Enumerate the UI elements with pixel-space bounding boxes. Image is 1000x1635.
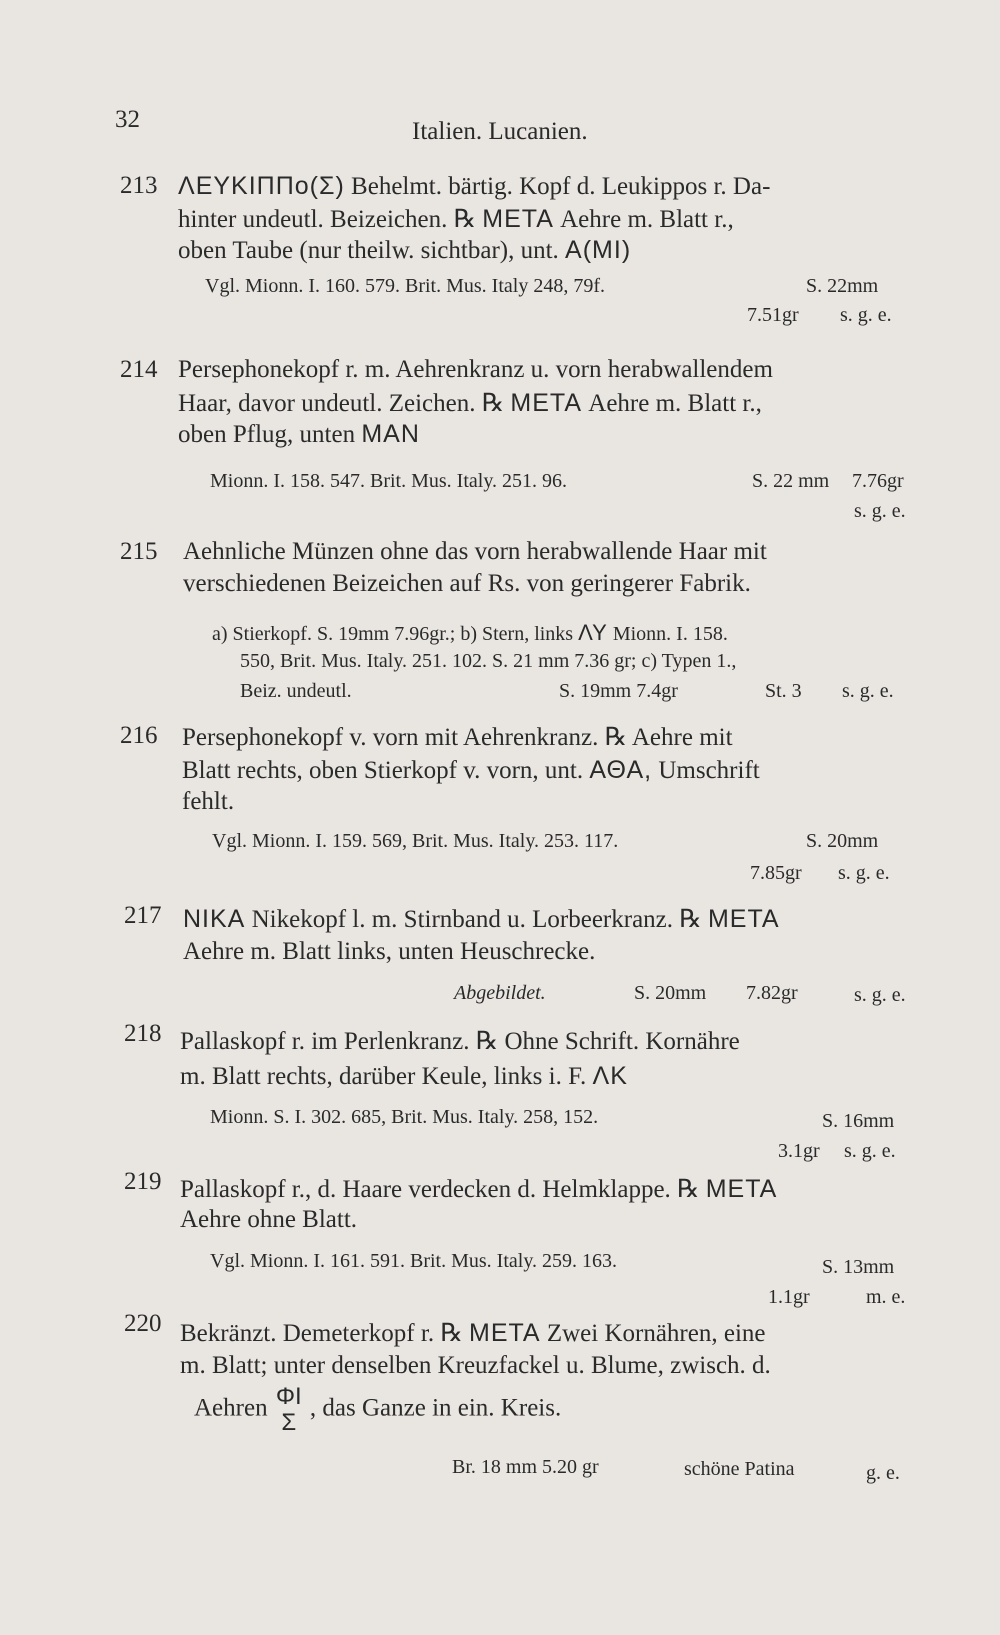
entry-line xyxy=(194,1384,561,1436)
coin-size: S. 13mm xyxy=(822,1256,895,1278)
entry-line: m. Blatt; unter denselben Kreuzfackel u. Blume, zwisch. d. xyxy=(180,1352,771,1379)
description-text: Bekränzt. Demeterkopf r. xyxy=(180,1320,435,1347)
greek-legend: Α(ΜΙ) xyxy=(565,236,632,264)
entry-number: 216 xyxy=(120,722,158,749)
entry-number: 215 xyxy=(120,538,158,565)
running-title: Italien. Lucanien. xyxy=(412,118,588,145)
reference: Vgl. Mionn. I. 159. 569, Brit. Mus. Italy. 253. 117. xyxy=(212,830,619,852)
description-text: Umschrift xyxy=(658,757,760,784)
entry-line xyxy=(178,420,420,449)
greek-legend: ΛΚ xyxy=(592,1062,628,1090)
coin-weight: 7.82gr xyxy=(746,982,798,1004)
greek-legend: ΛΕΥΚΙΠΠo(Σ) xyxy=(178,172,345,200)
reference: Vgl. Mionn. I. 160. 579. Brit. Mus. Italy 248, 79f. xyxy=(205,275,605,297)
reverse-symbol: ℞ xyxy=(604,722,627,751)
greek-legend: ΦΙ xyxy=(275,1383,302,1410)
description-text: Ohne Schrift. Kornähre xyxy=(504,1028,740,1055)
reference: Mionn. S. I. 302. 685, Brit. Mus. Italy. 258, 152. xyxy=(210,1106,599,1128)
reverse-symbol: ℞ xyxy=(475,1026,499,1055)
coin-weight: 7.51gr xyxy=(747,304,799,326)
greek-legend: ΜΑΝ xyxy=(361,420,420,448)
description-text: Zwei Kornähren, eine xyxy=(546,1320,766,1347)
grade: s. g. e. xyxy=(838,862,890,884)
coin-weight: 3.1gr xyxy=(778,1140,820,1162)
monogram-stack xyxy=(276,1384,302,1436)
variant-line: 550, Brit. Mus. Italy. 251. 102. S. 21 mm 7.36 gr; c) Typen 1., xyxy=(240,650,737,672)
entry-line: verschiedenen Beizeichen auf Rs. von geringerer Fabrik. xyxy=(183,570,751,597)
reverse-symbol: ℞ xyxy=(453,204,477,233)
description-text: Pallaskopf r., d. Haare verdecken d. Helmklappe. xyxy=(180,1176,671,1203)
reference: Vgl. Mionn. I. 161. 591. Brit. Mus. Italy. 259. 163. xyxy=(210,1250,618,1272)
illustrated-note: Abgebildet. xyxy=(454,982,546,1004)
description-text: Behelmt. bärtig. Kopf d. Leukippos r. Da- xyxy=(351,173,771,200)
variant-line: Beiz. undeutl. xyxy=(240,680,352,702)
reverse-symbol: ℞ xyxy=(679,904,702,933)
coin-weight: 1.1gr xyxy=(768,1286,810,1308)
greek-legend: ΜΕΤΑ xyxy=(482,205,554,233)
description-text: hinter undeutl. Beizeichen. xyxy=(178,206,448,233)
page-number: 32 xyxy=(115,106,140,133)
description-text: Aehren xyxy=(194,1394,268,1422)
coin-size: S. 20mm xyxy=(634,982,707,1004)
description-text: Mionn. I. 158. xyxy=(612,623,728,645)
description-text: , das Ganze in ein. Kreis. xyxy=(309,1394,562,1422)
patina-note: schöne Patina xyxy=(684,1458,795,1480)
coin-weight: 7.85gr xyxy=(750,862,802,884)
description-text: Aehre mit xyxy=(631,724,733,751)
entry-line xyxy=(178,172,770,201)
description-text: Aehre m. Blatt r., xyxy=(560,206,734,233)
entry-line: Persephonekopf r. m. Aehrenkranz u. vorn herabwallendem xyxy=(178,356,773,383)
variant-line xyxy=(212,620,728,646)
entry-line xyxy=(180,1062,628,1091)
description-text: Pallaskopf r. im Perlenkranz. xyxy=(180,1028,470,1055)
entry-number: 219 xyxy=(124,1168,162,1195)
greek-legend: ΜΕΤΑ xyxy=(705,1175,778,1203)
coin-size-weight: S. 19mm 7.4gr xyxy=(559,680,678,702)
grade: s. g. e. xyxy=(840,304,892,326)
entry-line: Aehnliche Münzen ohne das vorn herabwallende Haar mit xyxy=(183,538,767,565)
coin-weight: 7.76gr xyxy=(852,470,904,492)
entry-line xyxy=(182,722,733,752)
greek-legend: ΛΥ xyxy=(578,620,608,645)
description-text: a) Stierkopf. S. 19mm 7.96gr.; b) Stern, links xyxy=(212,623,574,645)
description-text: Nikekopf l. m. Stirnband u. Lorbeerkranz. xyxy=(251,906,674,933)
entry-line xyxy=(178,236,631,265)
entry-line xyxy=(180,1174,777,1204)
coin-size: S. 22mm xyxy=(806,275,879,297)
coin-size: S. 16mm xyxy=(822,1110,895,1132)
greek-legend: ΜΕΤΑ xyxy=(707,905,780,933)
description-text: Haar, davor undeutl. Zeichen. xyxy=(178,390,476,417)
greek-legend: Σ xyxy=(281,1409,297,1436)
description-text: Aehre m. Blatt r., xyxy=(588,390,762,417)
reverse-symbol: ℞ xyxy=(677,1174,700,1203)
description-text: Blatt rechts, oben Stierkopf v. vorn, unt. xyxy=(182,757,584,784)
entry-number: 218 xyxy=(124,1020,162,1047)
grade: s. g. e. xyxy=(842,680,894,702)
coin-size: S. 20mm xyxy=(806,830,879,852)
description-text: oben Taube (nur theilw. sichtbar), unt. xyxy=(178,237,559,264)
entry-line xyxy=(180,1318,766,1348)
grade: g. e. xyxy=(866,1462,900,1484)
grade: m. e. xyxy=(866,1286,906,1308)
description-text: oben Pflug, unten xyxy=(178,421,356,448)
greek-legend: ΑΘΑ, xyxy=(589,756,653,784)
grade: s. g. e. xyxy=(844,1140,896,1162)
reference: Mionn. I. 158. 547. Brit. Mus. Italy. 251. 96. xyxy=(210,470,568,492)
coin-size-weight: Br. 18 mm 5.20 gr xyxy=(452,1456,599,1478)
greek-legend: ΝΙΚΑ xyxy=(183,905,246,933)
coin-size: S. 22 mm xyxy=(752,470,830,492)
description-text: m. Blatt rechts, darüber Keule, links i. F. xyxy=(180,1063,587,1090)
reverse-symbol: ℞ xyxy=(481,388,505,417)
entry-line xyxy=(178,388,762,418)
grade: s. g. e. xyxy=(854,984,906,1006)
entry-line xyxy=(183,904,780,934)
entry-number: 214 xyxy=(120,356,158,383)
entry-line: fehlt. xyxy=(182,788,235,815)
entry-line xyxy=(178,204,734,234)
greek-legend: ΜΕΤΑ xyxy=(469,1319,541,1347)
entry-number: 220 xyxy=(124,1310,162,1337)
stamp-count: St. 3 xyxy=(765,680,802,702)
entry-line xyxy=(180,1026,740,1056)
grade: s. g. e. xyxy=(854,500,906,522)
entry-line: Aehre m. Blatt links, unten Heuschrecke. xyxy=(183,938,596,965)
entry-line xyxy=(182,756,760,785)
reverse-symbol: ℞ xyxy=(440,1318,463,1347)
greek-legend: ΜΕΤΑ xyxy=(510,389,583,417)
entry-number: 217 xyxy=(124,902,162,929)
entry-number: 213 xyxy=(120,172,158,199)
description-text: Persephonekopf v. vorn mit Aehrenkranz. xyxy=(182,724,599,751)
entry-line: Aehre ohne Blatt. xyxy=(180,1206,358,1233)
